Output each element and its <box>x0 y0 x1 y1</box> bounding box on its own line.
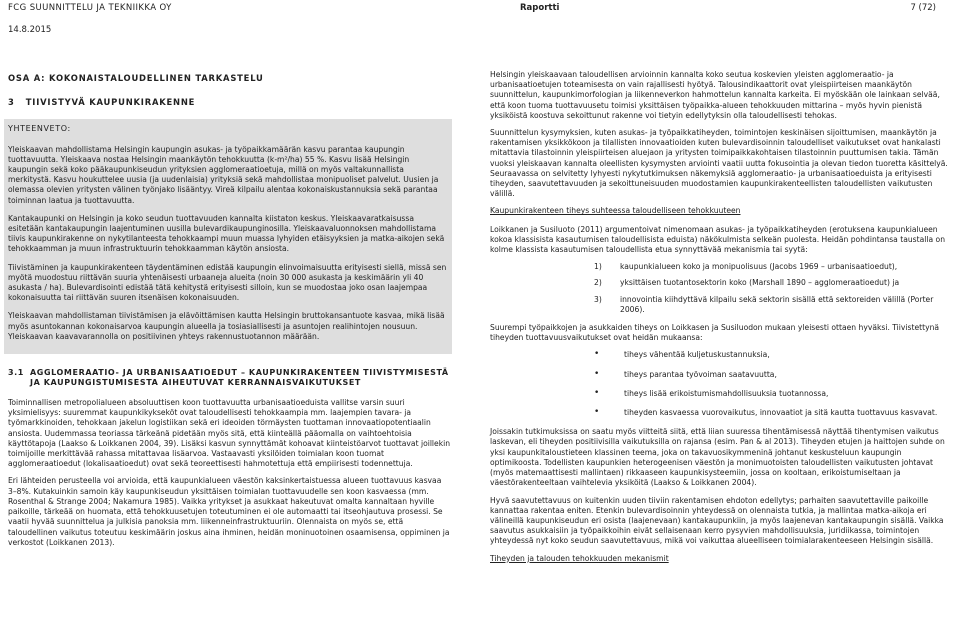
effects-list <box>490 350 952 418</box>
section-title: 3 TIIVISTYVÄ KAUPUNKIRAKENNE <box>8 97 196 108</box>
page-number: 7 (72) <box>910 3 936 13</box>
subsection-heading <box>8 368 452 388</box>
subsection-number: 3.1 <box>8 368 24 378</box>
list-item: 1) kaupunkialueen koko ja monipuolisuus (Jacobs 1969 – urbanisaatioedut), <box>594 262 898 272</box>
bullet-icon: • <box>594 349 600 360</box>
bullet-icon: • <box>594 368 600 379</box>
bullet-icon: • <box>594 407 600 418</box>
list-item: • tiheyden kasvaessa vuorovaikutus, innovaatiot ja sitä kautta tuottavuus kasvavat. <box>490 408 952 418</box>
summary-paragraph: Yleiskaavan mahdollistama Helsingin kaupungin asukas- ja työpaikkamäärän kasvu parantaa kaupungin tuottavuutta. Yleiskaava nostaa Helsingin maankäytön tehokkuutta (k-m²/ha) 55 %. Kasvu lisää Helsingin kaupungin sekä koko pääkaupunkiseudun yrityksien agglomeraatioetuja, millä on myös valtakunnallista merkitystä. Kasvu houkuttelee uusia (ja uudenlaisia) yrityksiä sekä mahdollistaa monipuoliset palvelut. Uusien ja olemassa olevien yritysten välinen työnjako lisääntyy. Vireä kilpailu alentaa kokonaiskustannuksia sekä parantaa toiminnan laatua ja tuottavuutta. <box>8 144 439 205</box>
report-date: 14.8.2015 <box>8 25 52 35</box>
body-paragraph: Helsingin yleiskaavaan taloudellisen arvioinnin kannalta koko seutua koskevien yleisten agglomeraatio- ja urbanisaatioetujen toteamisesta on vain rajallisesti hyötyä. Talousindikaattorit ovat yleispiirteisen maankäytön suunnittelun, kaupunkimorfologian ja liikenneverkon hahmottelun kannalta karkeita. Ei myöskään ole lainkaan selvää, että koon tuoma tuottavuusetu toimisi yksittäisen työpaikka-alueen tehokkuuden mittarina – myös hyvin pienistä yksiköistä koostuva sekoittunut rakenne voi tietyin edellytyksin olla taloudellisesti tehokas. <box>490 70 940 120</box>
body-paragraph: Suurempi työpaikkojen ja asukkaiden tiheys on Loikkasen ja Susiluodon mukaan yleisesti ottaen hyväksi. Tiivistettynä tiheyden tuottavuusvaikutukset ovat heidän mukaansa: <box>490 323 940 343</box>
body-paragraph: Loikkanen ja Susiluoto (2011) argumentoivat nimenomaan asukas- ja työpaikkatiheyden (erotuksena kaupunkialueen kokoa klassisista kasautumisen taloudellisista eduista) näkökulmista selkeän puolesta. Heidän pohdintansa taustalla on kolme klassista kasautumisen taloudellista etua synnyttävää mekanismia tai syytä: <box>490 224 946 255</box>
subsection-title: AGGLOMERAATIO- JA URBANISAATIOEDUT – KAUPUNKIRAKENTEEN TIIVISTYMISESTÄ JA KAUPUNGISTUMISESTA AIHEUTUVAT KERRANNAISVAIKUTUKSET <box>30 368 449 388</box>
bullet-icon: • <box>594 387 600 398</box>
report-label: Raportti <box>520 3 560 13</box>
summary-paragraph: Yleiskaavan mahdollistaman tiivistämisen ja elävöittämisen kautta Helsingin bruttokansantuote kasvaa, mikä lisää myös asuntokannan kokonaisarvoa kaupungin alueella ja tosiasiallisesti ja asuntojen realihintojen nousuun. Yleiskaavan kaavavarannolla on positiivinen yhteys rakennustuotannon määrään. <box>8 311 445 341</box>
summary-paragraph: Kantakaupunki on Helsingin ja koko seudun tuottavuuden kannalta kiistaton keskus. Yleiskaavaratkaisussa esitetään kantakaupungin laajentuminen uusilla bulevardikaupunginosilla. Yleiskaavaluonnoksen mahdollistama tiivis kaupunkirakenne on nykytilanteesta tehokkaampi muun muassa lyhyiden etäisyyksien ja matka-aikojen sekä tehokkaamman ja muun infrastruktuurin tehokkaamman käytön ansiosta. <box>8 213 445 254</box>
subheading-mechanisms: Tiheyden ja talouden tehokkuuden mekanismit <box>490 553 669 563</box>
right-column <box>490 70 952 572</box>
page-header <box>0 0 960 40</box>
body-paragraph: Hyvä saavutettavuus on kuitenkin uuden tiiviin rakentamisen ehdoton edellytys; parhaiten saavutettaville paikoille kannattaa rakentaa eniten. Etenkin bulevardisoinnin yhteydessä on olennaista tutkia, ja mallintaa matka-aikoja eri välineillä kaupunkiseudun eri osista (laajenevaan) kantakaupunkiin, ja myös laajenevan kantakaupungin sisällä. Vaikka saavutus asukkaisiin ja työpaikkoihin eivät sellaisenaan kerro pysyvien mahdollisuuksia, juridiikassa, toimintojen yhteydessä nyt koko seudun saavutettavuus, mikä voi vaikuttaa alueelliseen toimialarakenteeseen Helsingin sisällä. <box>490 495 944 546</box>
body-paragraph: Suunnittelun kysymyksien, kuten asukas- ja työpaikkatiheyden, toimintojen keskinäisen sijoittumisen, maankäytön ja rakentamisen yksikkökoon ja tilallisten innovaatioiden kuten bulevardisoinnin taloudelliset vaikutukset ovat hankalasti mitattavia tilastoinnin yleispiirteisen aluejaon ja yritysten toimipaikkakohtaisen tilastoinnin puuttumisen takia. Tämän vuoksi yleiskaavan kannalta oleellisten kysymysten arviointi vaatii uutta fokusointia ja olevan tiedon tuoretta käsittelyä. Seuraavassa on selvitetty lyhyesti nykytutkimuksen näkemyksiä agglomeraatio- ja urbanisaatioeduista ja erityisesti tiheyden, saavutettavuuden ja sekoittuneisuuden muodostamien kaupunkirakenteellisten taloudellisten vaikutusten välillä. <box>490 128 948 199</box>
list-item: • tiheys vähentää kuljetuskustannuksia, <box>490 350 952 360</box>
summary-box <box>4 119 452 354</box>
left-column <box>8 70 452 555</box>
body-paragraph: Joissakin tutkimuksissa on saatu myös viitteitä siitä, että liian suuressa tihentämisessä näyttää tihentymisen vaikutus laskevan, eli tiheyden positiivisilla vaikutuksilla on rajansa (esim. Pan & al 2013). Tiheyden etujen ja haittojen suhde on yksi kaupunkitaloustieteen klassinen teema, joka on takavuosikymmeninä johtanut keskusteluun kaupungin optimikoosta. Todellisten kaupunkien heterogeenisen väestön ja monimuotoisten taloudellisten vaikutusten johtavat (myös matemaattisesti mallintaen) rikkaaseen kaupunkisysteemiin, jossa on kooltaan, erikoistumiseltaan ja väestörakenteeltaan vaihtelevia yksiköitä (Laakso & Loikkanen 2004). <box>490 427 945 488</box>
list-item: 3) innovointia kiihdyttävä kilpailu sekä sektorin sisällä että sektoreiden välillä (Porter 2006). <box>594 294 934 314</box>
subheading-density: Kaupunkirakenteen tiheys suhteessa taloudelliseen tehokkuuteen <box>490 206 741 216</box>
list-item: • tiheys parantaa työvoiman saatavuutta, <box>490 370 952 380</box>
summary-title: YHTEENVETO: <box>8 124 71 134</box>
company-name: FCG SUUNNITTELU JA TEKNIIKKA OY <box>8 3 172 13</box>
body-paragraph: Eri lähteiden perusteella voi arvioida, että kaupunkialueen väestön kaksinkertaistuessa alueen tuottavuus kasvaa 3–8%. Kutakuinkin samoin käy kaupunkiseudun yksittäisen toimialan tuottavuudelle sen koon kasvaessa (mm. Rosenthal & Strange 2004; Nakamura 1985). Vaikka yritykset ja asukkaat hakeutuvat omalta kannaltaan hyville paikoille, tärkeää on huomata, että tehokkuusetujen toteutuminen ei ole automaatti tai itseohjautuva prosessi. Se vaatii hyvää suunnittelua ja julkisia panoksia mm. liikenneinfrastruktuuriin. Olennaista on myös se, että taloudellinen vaikutus toteutuu keskimäärin joskus aina ihminen, heidän moninuotoinen osaamisensa, oppiminen ja verkostot (Loikkanen 2013). <box>8 476 450 547</box>
list-item: • tiheys lisää erikoistumismahdollisuuksia tuotannossa, <box>490 389 952 399</box>
part-title: OSA A: KOKONAISTALOUDELLINEN TARKASTELU <box>8 73 264 83</box>
mechanism-list <box>490 262 952 315</box>
list-item: 2) yksittäisen tuotantosektorin koko (Marshall 1890 – agglomeraatioedut) ja <box>594 278 900 288</box>
body-paragraph: Toiminnallisen metropolialueen absoluuttisen koon tuottavuutta urbanisaatioeduista vallitse varsin suuri yksimielisyys: suuremmat kaupunkikykseköt ovat taloudellisesti tehokkaampia mm. laajempien tavara- ja työmarkkinoiden, tehokkaan jakelun logistiikan sekä eri ideoiden törmäysten tuottaman innovaatiopotentiaalin ansiosta. Uudemmassa teoriassa tärkeänä pidetään myös sitä, että kiinteällä pääomalla on vaihtoehtoisia käyttötapoja (Laakso & Loikkanen 2004, 39). Lisäksi kasvun synnyttämät kohoavat kiinteistöarvot tuottavat joillekin toimijoille merkittävää rahassa mitattavaa lisäarvoa. Vastaavasti yksilöiden toimialan koon tuomat agglomeraatioedut (lokalisaatioedut) ovat sekä teoreettisesti hahmotettuja että empiirisesti todennettuja. <box>8 398 451 469</box>
summary-paragraph: Tiivistäminen ja kaupunkirakenteen täydentäminen edistää kaupungin elinvoimaisuutta erityisesti siellä, missä sen myötä muodostuu riittävän suuria yhtenäisesti urbaaneja alueita (noin 30 000 asukasta ja keskimäärin yli 40 asukasta / ha). Bulevardisointi edistää tätä kehitystä erityisesti silloin, kun se muodostaa joko osan laajempaa kokonaisuutta tai riittävän suuren itsenäisen kokonaisuuden. <box>8 262 447 303</box>
